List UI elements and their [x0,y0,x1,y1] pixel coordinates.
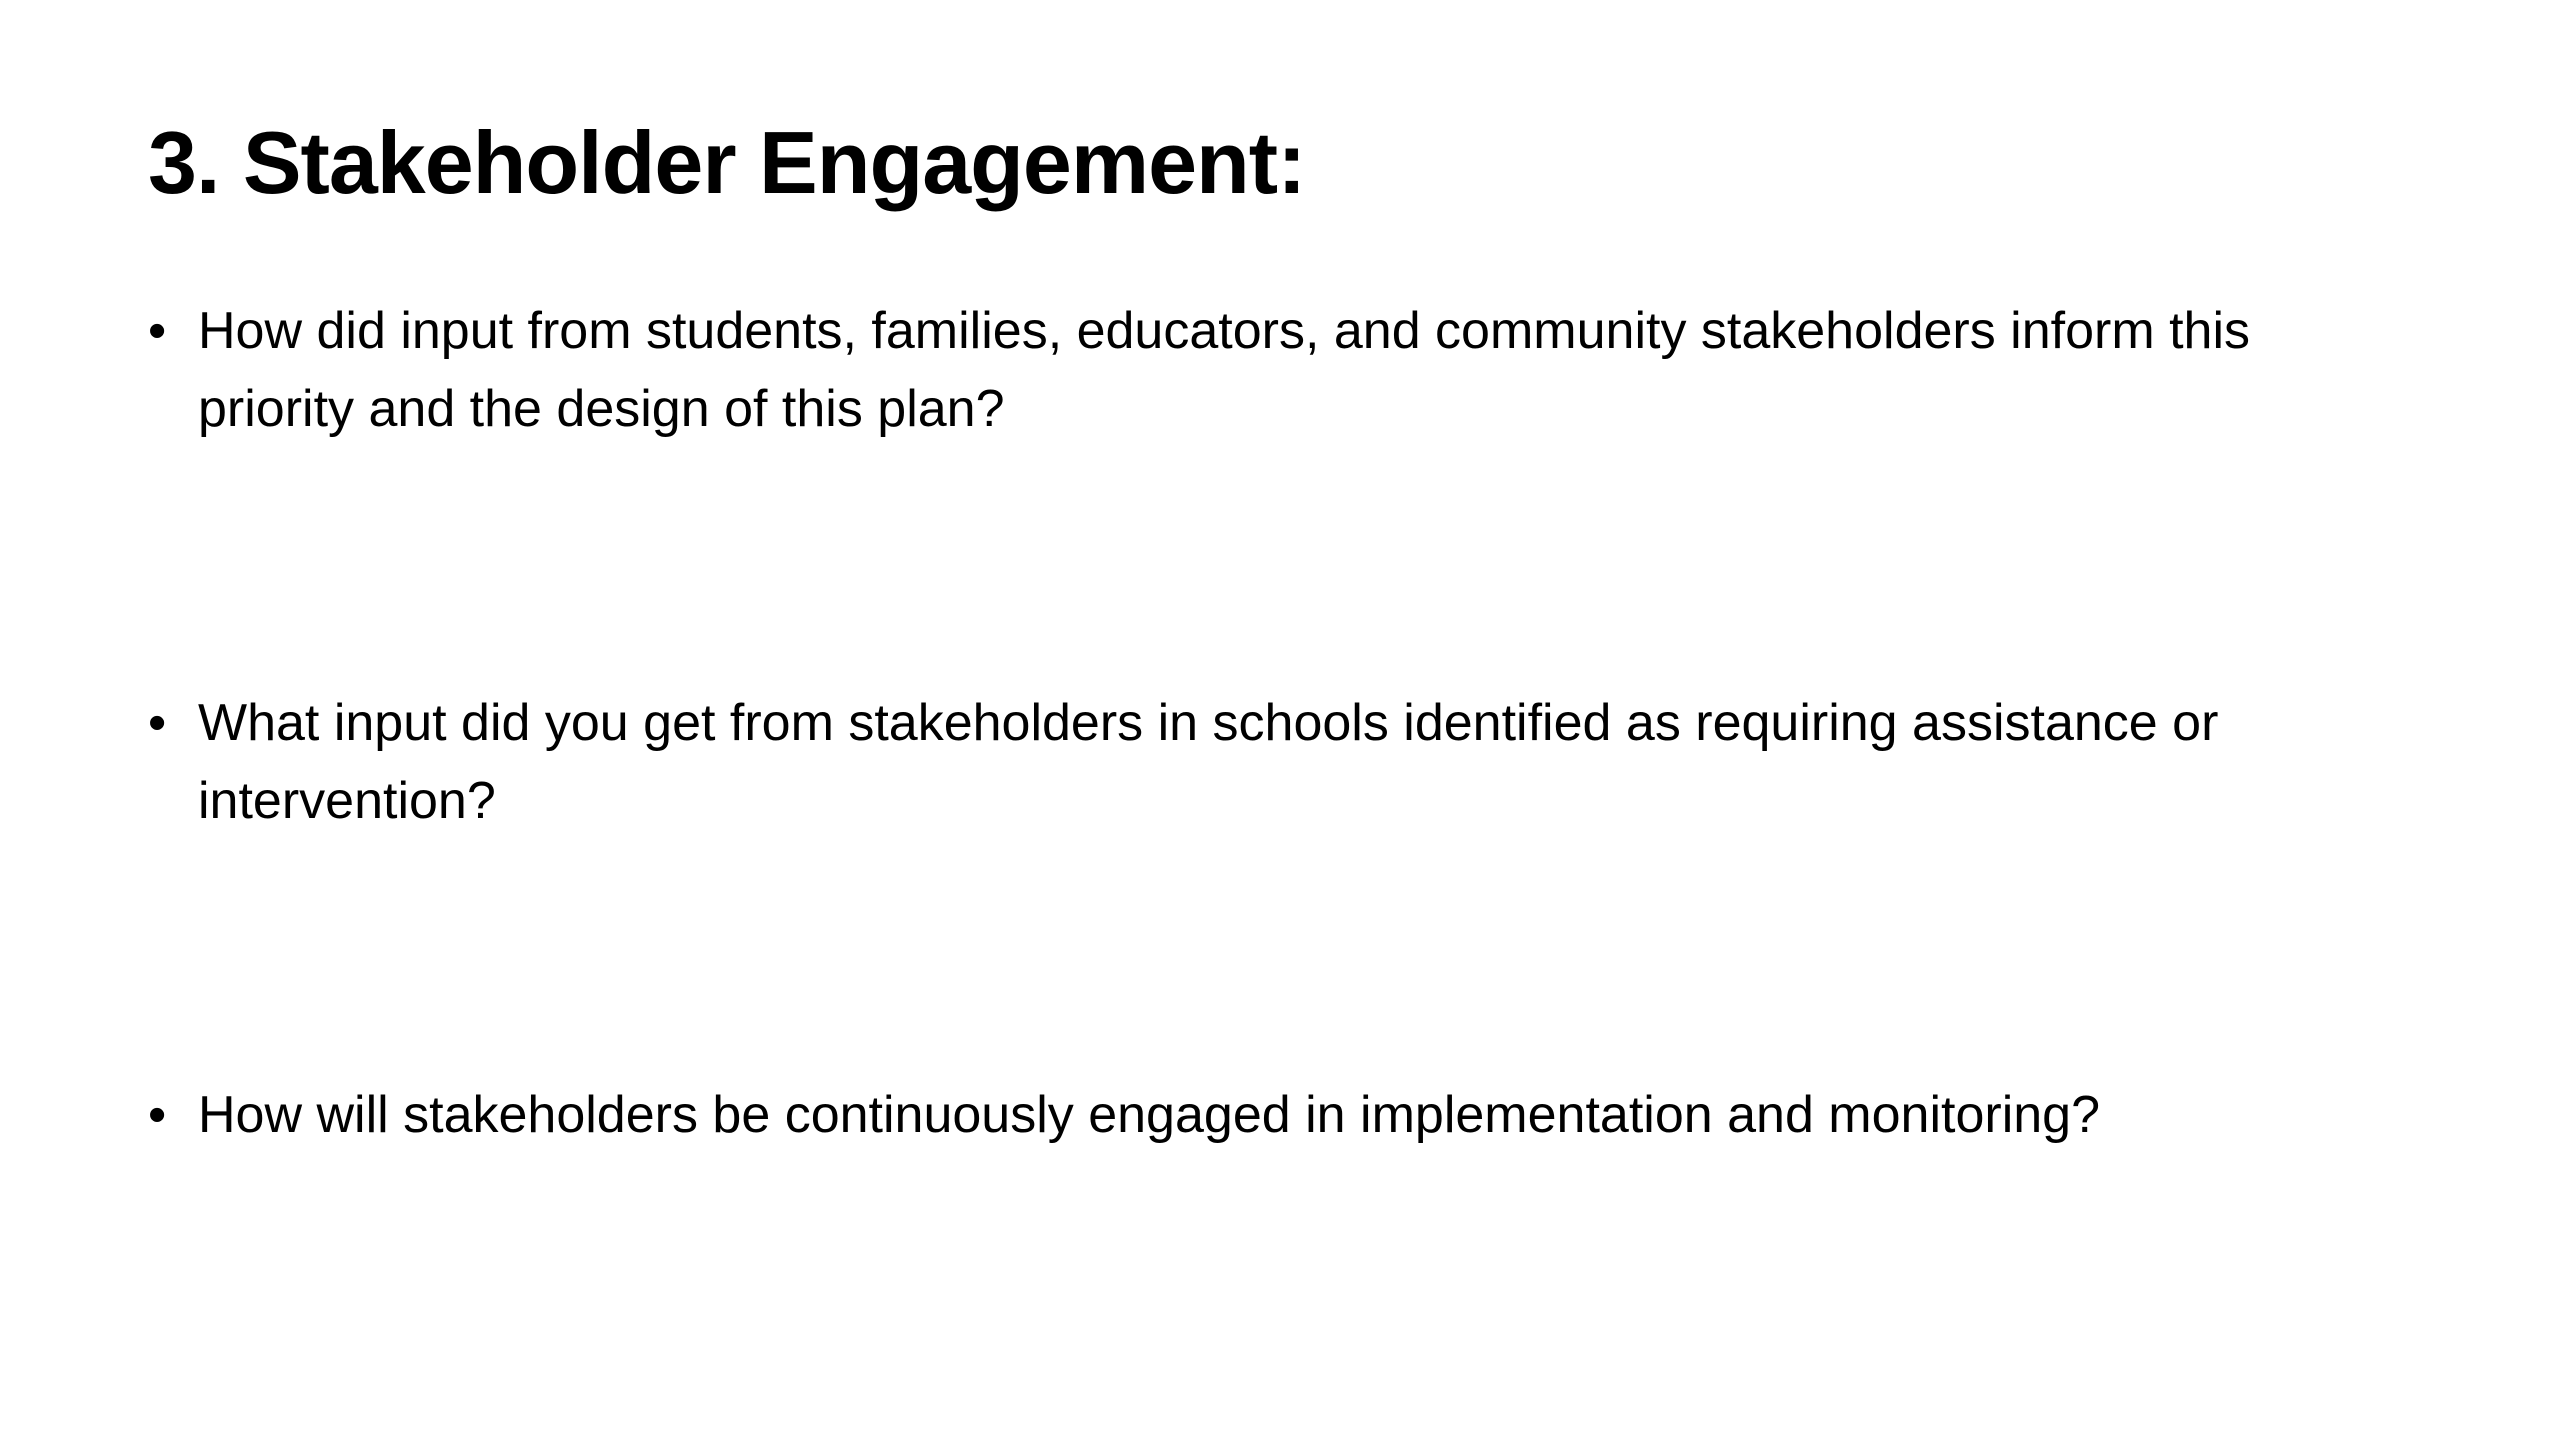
list-item [148,1076,2398,1154]
slide-title: 3. Stakeholder Engagement: [148,113,1306,212]
bullet-text: How will stakeholders be continuously engaged in implementation and monitoring? [198,1086,2101,1144]
bullet-icon: • [148,302,167,360]
bullet-text: How did input from students, families, educators, and community stakeholders inform this priority and the design of this plan? [198,302,2251,438]
bullet-text: What input did you get from stakeholders in schools identified as requiring assistance or intervention? [198,694,2219,830]
bullet-icon: • [148,1086,167,1144]
bullet-icon: • [148,694,167,752]
list-item [148,684,2398,840]
list-item [148,292,2398,448]
